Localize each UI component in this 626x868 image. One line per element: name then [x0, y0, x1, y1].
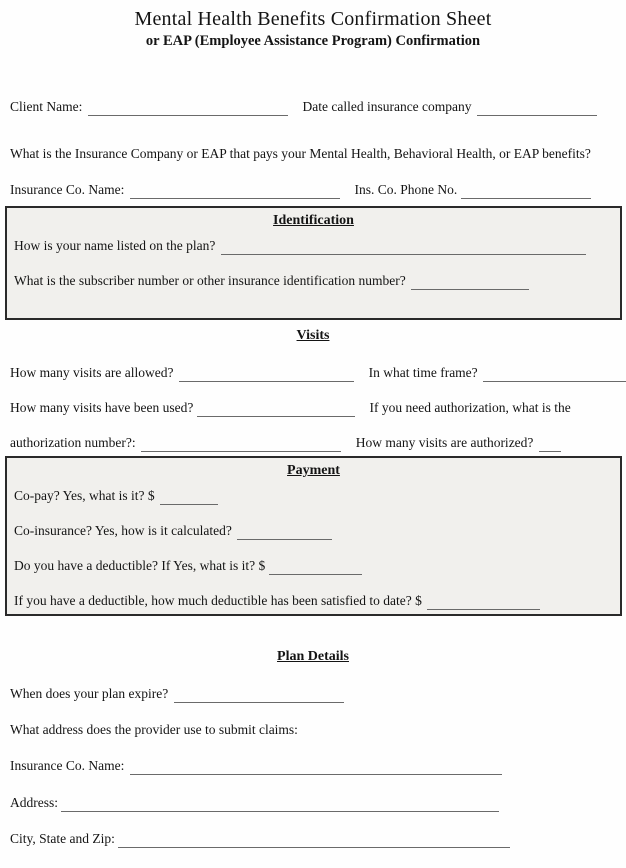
visits-heading: Visits: [296, 328, 330, 343]
visits-allowed-label: How many visits are allowed?: [10, 365, 174, 380]
insurance-name-field[interactable]: [130, 184, 340, 199]
authorization-number-field[interactable]: [141, 437, 341, 452]
visits-used-row: [10, 399, 616, 417]
insurance-phone-label: Ins. Co. Phone No.: [354, 182, 458, 197]
authorization-number-label: authorization number?:: [10, 435, 136, 450]
copay-row: [14, 487, 613, 505]
coinsurance-field[interactable]: [237, 525, 332, 540]
city-state-zip-field[interactable]: [118, 833, 510, 848]
visits-allowed-field[interactable]: [179, 367, 354, 382]
visits-used-field[interactable]: [197, 402, 355, 417]
deductible-row: [14, 557, 613, 575]
date-called-label: Date called insurance company: [302, 99, 472, 114]
city-state-zip-row: [10, 830, 616, 848]
authorization-question-part1: If you need authorization, what is the: [369, 400, 571, 415]
visits-used-label: How many visits have been used?: [10, 400, 194, 415]
client-name-row: [10, 98, 616, 116]
visits-authorized-label: How many visits are authorized?: [355, 435, 534, 450]
plan-details-heading: Plan Details: [277, 649, 349, 664]
identification-heading: Identification: [273, 213, 354, 228]
subscriber-number-field[interactable]: [411, 275, 529, 290]
date-called-field[interactable]: [477, 101, 597, 116]
timeframe-label: In what time frame?: [368, 365, 478, 380]
subscriber-number-row: [14, 272, 613, 290]
payment-heading: Payment: [287, 463, 340, 478]
payment-section: [5, 456, 622, 616]
address-label: Address:: [10, 795, 58, 810]
deductible-satisfied-field[interactable]: [427, 595, 540, 610]
claims-insurance-name-row: [10, 757, 616, 775]
insurance-name-label: Insurance Co. Name:: [10, 182, 125, 197]
plan-expire-field[interactable]: [174, 688, 344, 703]
insurance-question: What is the Insurance Company or EAP that pays your Mental Health, Behavioral Health, or EAP benefits?: [10, 146, 591, 161]
claims-address-label: What address does the provider use to submit claims:: [10, 722, 298, 737]
client-name-label: Client Name:: [10, 99, 83, 114]
timeframe-field[interactable]: [483, 367, 626, 382]
deductible-satisfied-row: [14, 592, 613, 610]
address-field[interactable]: [61, 797, 499, 812]
claims-insurance-name-field[interactable]: [130, 760, 502, 775]
visits-allowed-row: [10, 364, 616, 382]
form-subtitle: or EAP (Employee Assistance Program) Confirmation: [145, 33, 481, 49]
insurance-company-row: [10, 181, 616, 199]
deductible-field[interactable]: [269, 560, 362, 575]
copay-label: Co-pay? Yes, what is it? $: [14, 488, 155, 503]
coinsurance-row: [14, 522, 613, 540]
name-listed-label: How is your name listed on the plan?: [14, 238, 216, 253]
name-listed-field[interactable]: [221, 240, 586, 255]
claims-insurance-name-label: Insurance Co. Name:: [10, 758, 125, 773]
plan-expire-row: [10, 685, 616, 703]
coinsurance-label: Co-insurance? Yes, how is it calculated?: [14, 523, 232, 538]
claims-address-question-row: [10, 721, 616, 739]
city-state-zip-label: City, State and Zip:: [10, 831, 115, 846]
identification-section: [5, 206, 622, 320]
name-listed-row: [14, 237, 613, 255]
plan-expire-label: When does your plan expire?: [10, 686, 169, 701]
claims-address-row: [10, 794, 616, 812]
copay-field[interactable]: [160, 490, 218, 505]
visits-authorized-field[interactable]: [539, 437, 561, 452]
form-title: Mental Health Benefits Confirmation Sheet: [134, 8, 492, 30]
authorization-number-row: [10, 434, 616, 452]
insurance-phone-field[interactable]: [461, 184, 591, 199]
deductible-label: Do you have a deductible? If Yes, what is it? $: [14, 558, 266, 573]
client-name-field[interactable]: [88, 101, 288, 116]
subscriber-number-label: What is the subscriber number or other insurance identification number?: [14, 273, 406, 288]
deductible-satisfied-label: If you have a deductible, how much deductible has been satisfied to date? $: [14, 593, 422, 608]
